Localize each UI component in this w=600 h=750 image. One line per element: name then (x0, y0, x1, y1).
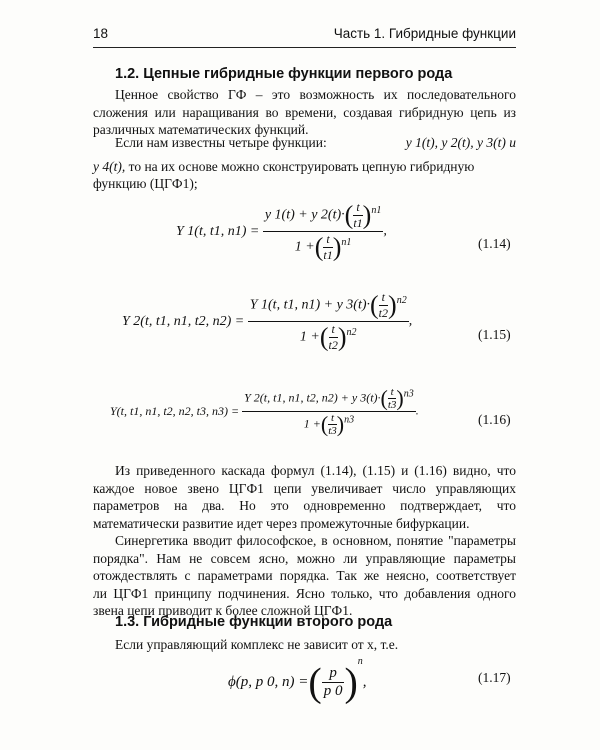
paragraph-synergetics (93, 532, 516, 620)
exponent: n (357, 656, 363, 667)
paragraph-cascade (93, 462, 516, 532)
text-line: каждое новое звено ЦГФ1 цепи увеличивает число управляющих (93, 480, 516, 496)
exponent: n2 (396, 295, 407, 307)
text-line: то на их основе можно сконструировать цепную гибридную (125, 158, 475, 174)
text-line: Если нам известны четыре функции: (115, 135, 327, 150)
equation-number: (1.15) (478, 327, 511, 342)
text-line: математически развитие идет через промежуточные бифуркации. (93, 515, 470, 531)
equation-number: (1.14) (478, 236, 511, 251)
text-line: ли ЦГФ1 принципу подчинения. Ясно только, что добавления одного (93, 585, 516, 601)
exponent: n1 (371, 205, 382, 217)
equation-lhs: Y 1(t, t1, n1) = (176, 223, 260, 239)
equation-1-14: Y 1(t, t1, n1) = y 1(t) + y 2(t)·( $\frac{t}{t1}$ )$^{n1}$ 1 +( $\frac{t}{t1}$ )$^{n1}$ , (176, 200, 387, 262)
paragraph-intro (93, 86, 516, 139)
denominator-prefix: 1 + (303, 416, 321, 431)
text-line: Если управляющий комплекс не зависит от x, т.е. (115, 637, 399, 652)
equation-1-15: Y 2(t, t1, n1, t2, n2) = Y 1(t, t1, n1) + y 3(t)·( $\frac{t}{t2}$ )$^{n2}$ 1 +( $\frac{t}{t2}$ )$^{n2}$ , (122, 290, 413, 352)
denominator-prefix: 1 + (294, 239, 315, 255)
text-line: звена цепи приводит к более сложной ЦГФ1. (93, 603, 353, 618)
page-number: 18 (93, 26, 109, 41)
text-line: различных математических функций. (93, 122, 309, 137)
function-list: y 1(t), y 2(t), y 3(t) и (405, 135, 516, 150)
equation-lhs: Y 2(t, t1, n1, t2, n2) = (122, 313, 245, 329)
function-y4: y 4(t), (93, 158, 126, 174)
paragraph-second-kind (93, 636, 516, 654)
text-line: параметров на два. Но это одновременно подтверждает, что (93, 498, 516, 513)
equation-lhs: Y(t, t1, n1, t2, n2, t3, n3) = (110, 404, 240, 418)
numerator-text: Y 1(t, t1, n1) + y 3(t)· (249, 297, 370, 313)
equation-1-17: ϕ(p, p 0, n) =( $\frac{p}{p 0}$ )$^n$, (228, 656, 367, 705)
exponent: n3 (403, 388, 414, 400)
text-line: порядка". Нам не совсем ясно, можно ли управляющие параметры (93, 550, 516, 566)
section-heading-1-3: 1.3. Гибридные функции второго рода (115, 614, 393, 630)
equation-1-16: Y(t, t1, n1, t2, n2, t3, n3) = Y 2(t, t1, n1, t2, n2) + y 3(t)·( $\frac{t}{t3}$ )$^{n3}$ 1 +( $\frac{t}{t3}$ )$^{n3}$ . (110, 385, 419, 437)
equation-fraction: Y 2(t, t1, n1, t2, n2) + y 3(t)·( $\frac{t}{t3}$ )$^{n3}$ 1 +( $\frac{t}{t3}$ )$^{n3}$ (244, 385, 414, 437)
equation-fraction: y 1(t) + y 2(t)·( $\frac{t}{t1}$ )$^{n1}$ 1 +( $\frac{t}{t1}$ )$^{n1}$ (264, 200, 382, 262)
equation-number: (1.16) (478, 412, 511, 427)
exponent: n2 (346, 327, 357, 339)
equation-lhs: ϕ(p, p 0, n) = (228, 674, 309, 691)
text-line: Синергетика вводит философское, в основном, понятие "параметры (115, 533, 516, 548)
numerator-text: Y 2(t, t1, n1, t2, n2) + y 3(t)· (244, 390, 381, 405)
equation-fraction: Y 1(t, t1, n1) + y 3(t)·( $\frac{t}{t2}$ )$^{n2}$ 1 +( $\frac{t}{t2}$ )$^{n2}$ (249, 290, 407, 352)
paragraph-functions (93, 134, 516, 193)
text-line: Ценное свойство ГФ – это возможность их последовательного (115, 87, 516, 102)
equation-number: (1.17) (478, 670, 511, 685)
numerator-text: y 1(t) + y 2(t)· (264, 207, 345, 223)
text-line: сложения или наращивания во времени, создавая гибридную цепь из (93, 104, 516, 120)
section-heading-1-2: 1.2. Цепные гибридные функции первого рода (115, 66, 453, 82)
header-rule (93, 47, 516, 48)
equation-fraction: $\frac{p}{p 0}$ (323, 665, 343, 700)
exponent: n1 (341, 237, 352, 249)
running-title: Часть 1. Гибридные функции (333, 26, 516, 41)
denominator-prefix: 1 + (299, 329, 320, 345)
text-line: отождествлять с параметрами порядка. Так же неясно, соответствует (93, 568, 516, 583)
exponent: n3 (344, 414, 355, 426)
text-line: Из приведенного каскада формул (1.14), (1.15) и (1.16) видно, что (115, 463, 516, 478)
text-line: функцию (ЦГФ1); (93, 176, 198, 191)
